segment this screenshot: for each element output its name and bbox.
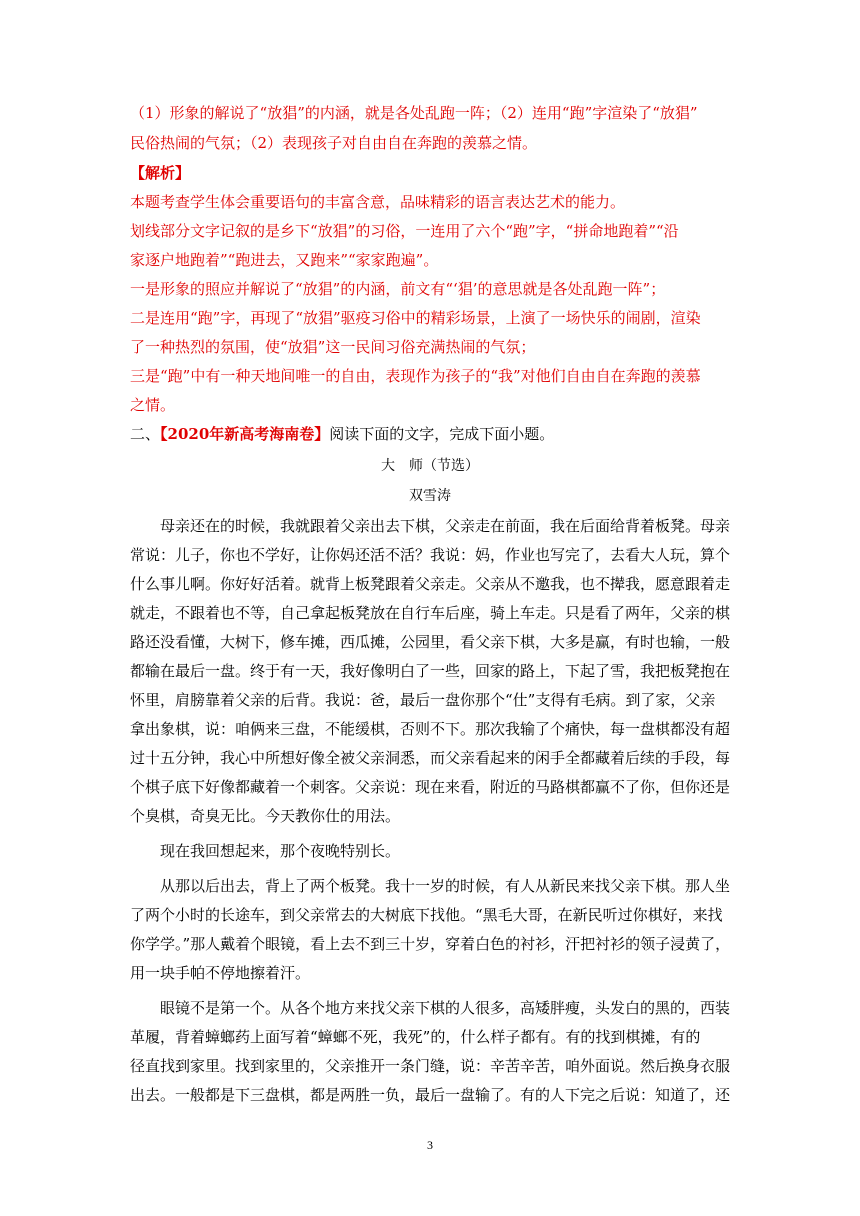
- passage-line: 出去。一般都是下三盘棋，都是两胜一负，最后一盘输了。有的人下完之后说：知道了，还: [130, 1086, 730, 1104]
- passage-line: 就走，不跟着也不等，自己拿起板凳放在自行车后座，骑上车走。只是看了两年，父亲的棋: [130, 604, 730, 622]
- section-instruction: 阅读下面的文字，完成下面小题。: [329, 425, 555, 443]
- page-number: 3: [427, 1138, 433, 1152]
- section-heading: [130, 424, 730, 444]
- passage-author: 双雪涛: [409, 488, 451, 504]
- passage-title: 大 师（节选）: [381, 458, 479, 474]
- answer-line: （1）形象的解说了“放猖”的内涵，就是各处乱跑一阵；（2）连用“跑”字渲染了“放猖”: [130, 104, 698, 122]
- passage-line: 现在我回想起来，那个夜晚特别长。: [160, 842, 401, 860]
- passage-line: 拿出象棋，说：咱俩来三盘，不能缓棋，否则不下。那次我输了个痛快，每一盘棋都没有超: [130, 720, 730, 738]
- analysis-line: 一是形象的照应并解说了“放猖”的内涵，前文有“‘猖’的意思就是各处乱跑一阵”；: [130, 280, 666, 298]
- passage-line: 母亲还在的时候，我就跟着父亲出去下棋，父亲走在前面，我在后面给背着板凳。母亲: [160, 517, 730, 535]
- answer-line: 民俗热闹的气氛；（2）表现孩子对自由自在奔跑的羡慕之情。: [130, 134, 538, 152]
- passage-line: 了两个小时的长途车，到父亲常去的大树底下找他。“黑毛大哥，在新民听过你棋好，来找: [130, 906, 723, 924]
- passage-line: 什么事儿啊。你好好活着。就背上板凳跟着父亲走。父亲从不邀我，也不撵我，愿意跟着走: [130, 575, 730, 593]
- passage-line: 革履，背着蟑螂药上面写着“蟑螂不死，我死”的，什么样子都有。有的找到棋摊，有的: [130, 1028, 701, 1046]
- passage-line: 怀里，肩膀靠着父亲的后背。我说：爸，最后一盘你那个“仕”支得有毛病。到了家，父亲: [130, 691, 716, 709]
- passage-line: 都输在最后一盘。终于有一天，我好像明白了一些，回家的路上，下起了雪，我把板凳抱在: [130, 662, 730, 680]
- analysis-line: 家逐户地跑着”“跑进去，又跑来”“家家跑遍”。: [130, 251, 439, 269]
- passage-line: 径直找到家里。找到家里的，父亲推开一条门缝，说：辛苦辛苦，咱外面说。然后换身衣服: [130, 1057, 730, 1075]
- section-source: 【2020年新高考海南卷】: [160, 425, 330, 443]
- passage-line: 常说：儿子，你也不学好，让你妈还活不活？我说：妈，作业也写完了，去看大人玩，算个: [130, 546, 730, 564]
- passage-line: 从那以后出去，背上了两个板凳。我十一岁的时候，有人从新民来找父亲下棋。那人坐: [160, 877, 730, 895]
- passage-line: 过十五分钟，我心中所想好像全被父亲洞悉，而父亲看起来的闲手全都藏着后续的手段，每: [130, 749, 730, 767]
- section-prefix: 二、: [130, 425, 161, 443]
- passage-line: 你学学。”那人戴着个眼镜，看上去不到三十岁，穿着白色的衬衫，汗把衬衫的领子浸黄了，: [130, 935, 730, 953]
- passage-line: 个臭棋，奇臭无比。今天教你仕的用法。: [130, 807, 401, 825]
- passage-line: 眼镜不是第一个。从各个地方来找父亲下棋的人很多，高矮胖瘦，头发白的黑的，西装: [160, 999, 730, 1017]
- analysis-heading: 【解析】: [130, 164, 191, 182]
- passage-line: 用一块手帕不停地擦着汗。: [130, 964, 311, 982]
- passage-line: 路还没看懂，大树下，修车摊，西瓜摊，公园里，看父亲下棋，大多是赢，有时也输，一般: [130, 633, 730, 651]
- analysis-line: 了一种热烈的氛围，使“放猖”这一民间习俗充满热闹的气氛；: [130, 338, 536, 356]
- analysis-line: 二是连用“跑”字，再现了“放猖”驱疫习俗中的精彩场景，上演了一场快乐的闹剧，渲染: [130, 309, 701, 327]
- analysis-line: 本题考查学生体会重要语句的丰富含意，品味精彩的语言表达艺术的能力。: [130, 193, 626, 211]
- analysis-line: 划线部分文字记叙的是乡下“放猖”的习俗，一连用了六个“跑”字，“拼命地跑着”“沿: [130, 222, 679, 240]
- analysis-line: 三是“跑”中有一种天地间唯一的自由，表现作为孩子的“我”对他们自由自在奔跑的羡慕: [130, 367, 701, 385]
- passage-line: 个棋子底下好像都藏着一个刺客。父亲说：现在来看，附近的马路棋都赢不了你，但你还是: [130, 778, 730, 796]
- analysis-line: 之情。: [130, 396, 176, 414]
